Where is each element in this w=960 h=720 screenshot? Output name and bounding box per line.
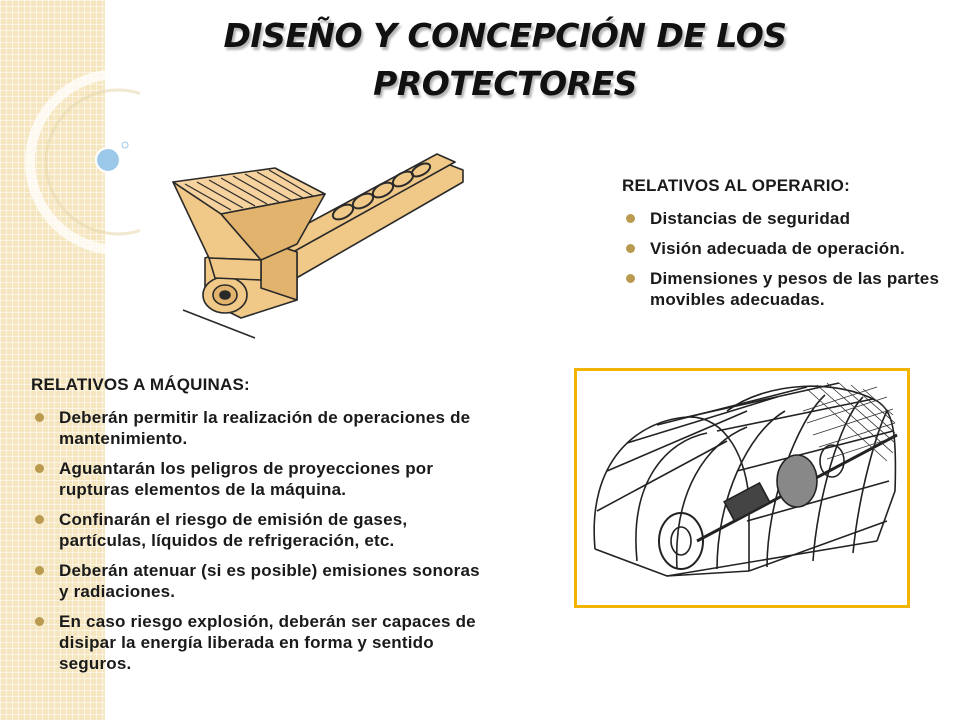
operario-panel	[622, 176, 940, 319]
screw-conveyor-illustration	[165, 140, 475, 340]
bullet-icon	[626, 244, 635, 253]
list-item-text: Distancias de seguridad	[650, 209, 851, 228]
operario-list	[622, 208, 940, 310]
list-item	[622, 238, 940, 259]
bullet-icon	[35, 464, 44, 473]
mesh-guard-drawing	[577, 371, 907, 605]
list-item	[31, 560, 493, 602]
bullet-icon	[35, 617, 44, 626]
list-item	[31, 407, 493, 449]
maquinas-panel	[31, 375, 493, 683]
slide-title-line-2: PROTECTORES	[373, 64, 637, 103]
bullet-icon	[626, 274, 635, 283]
maquinas-list	[31, 407, 493, 674]
bullet-icon	[35, 413, 44, 422]
list-item-text: Confinarán el riesgo de emisión de gases, partículas, líquidos de refrigeración, etc.	[59, 510, 408, 550]
list-item	[622, 268, 940, 310]
list-item	[622, 208, 940, 229]
list-item-text: Deberán permitir la realización de operaciones de mantenimiento.	[59, 408, 471, 448]
list-item	[31, 611, 493, 674]
list-item-text: En caso riesgo explosión, deberán ser capaces de disipar la energía liberada en forma y sentido seguros.	[59, 612, 476, 673]
list-item	[31, 509, 493, 551]
bullet-icon	[35, 566, 44, 575]
operario-heading: RELATIVOS AL OPERARIO:	[622, 176, 850, 195]
list-item-text: Dimensiones y pesos de las partes movibles adecuadas.	[650, 269, 940, 309]
bullet-icon	[626, 214, 635, 223]
list-item-text: Deberán atenuar (si es posible) emisiones sonoras y radiaciones.	[59, 561, 480, 601]
bullet-icon	[35, 515, 44, 524]
slide-title	[110, 12, 900, 108]
guard-image-frame	[574, 368, 910, 608]
list-item-text: Aguantarán los peligros de proyecciones por rupturas elementos de la máquina.	[59, 459, 434, 499]
list-item-text: Visión adecuada de operación.	[650, 239, 905, 258]
list-item	[31, 458, 493, 500]
maquinas-heading: RELATIVOS A MÁQUINAS:	[31, 375, 250, 394]
slide-title-line-1: DISEÑO Y CONCEPCIÓN DE LOS	[223, 16, 787, 55]
